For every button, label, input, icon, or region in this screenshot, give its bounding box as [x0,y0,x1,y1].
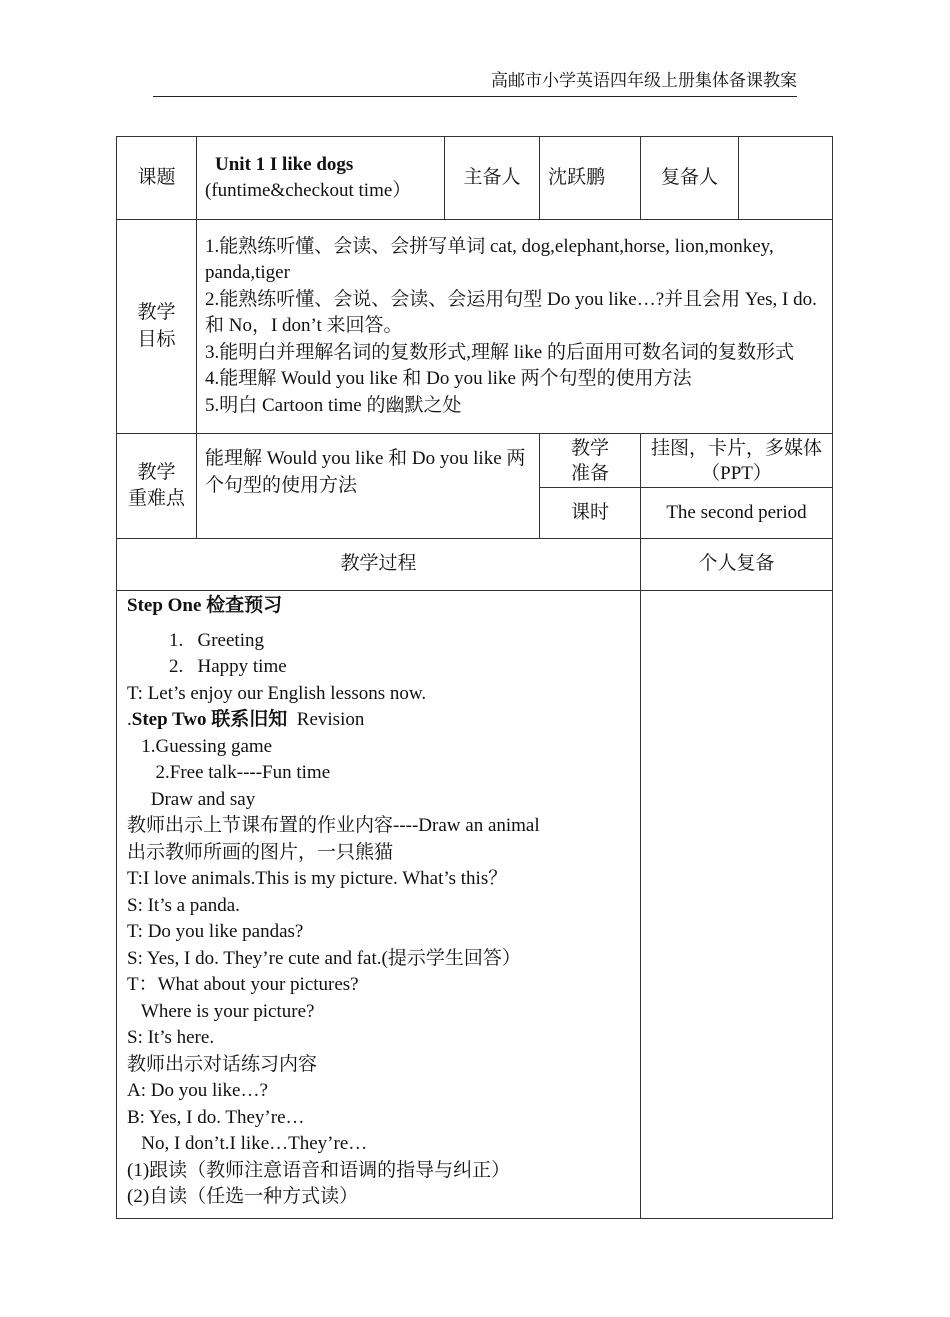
difficulty-label [117,434,197,539]
objective-item: 1.能熟练听懂、会读、会拼写单词 cat, dog,elephant,horse, lion,monkey, panda,tiger [205,235,774,284]
process-line: T：What about your pictures? [127,974,359,995]
topic-title: Unit 1 I like dogs [215,153,354,175]
topic-subtitle: (funtime&checkout time） [205,180,412,201]
process-header-row [117,539,833,591]
lesson-plan-table [116,136,833,1219]
process-line: (2)自读（任选一种方式读） [127,1186,359,1207]
process-line: 教师出示对话练习内容 [127,1053,318,1075]
document-header: 高邮市小学英语四年级上册集体备课教案 [491,71,797,90]
step-one-title: Step One 检查预习 [127,595,283,616]
process-line: A: Do you like…? [127,1080,268,1101]
period-value: The second period [641,488,833,539]
lead-name: 沈跃鹏 [540,137,641,220]
prep-label [540,434,641,488]
topic-label: 课题 [117,137,197,220]
objective-item: 3.能明白并理解名词的复数形式,理解 like 的后面用可数名词的复数形式 [205,341,794,363]
process-line: 出示教师所画的图片，一只熊猫 [127,841,394,863]
objective-item: 2.能熟练听懂、会说、会读、会运用句型 Do you like…?并且会用 Yes, I do.和 No，I don’t 来回答。 [205,288,817,337]
step-one-item: 1. Greeting [169,629,264,651]
step-two-prefix: . [127,709,132,730]
process-line: T: Let’s enjoy our English lessons now. [127,682,427,704]
step-two-line [127,707,630,734]
prep-content-line-1: 挂图，卡片，多媒体 [650,437,822,459]
personal-notes-cell [641,591,833,1219]
difficulty-content: 能理解 Would you like 和 Do you like 两个句型的使用方法 [197,434,540,539]
process-header: 教学过程 [117,539,641,591]
process-line: Where is your picture? [127,1000,315,1022]
header-rule [153,96,797,97]
co-name [739,137,833,220]
difficulty-label-line-2: 重难点 [127,488,185,509]
step-one-item: 2. Happy time [169,656,287,677]
process-content [117,591,641,1219]
objective-item: 4.能理解 Would you like 和 Do you like 两个句型的使用方法 [205,368,692,390]
lead-label: 主备人 [445,137,540,220]
topic-cell [197,137,445,220]
process-line: S: It’s here. [127,1027,215,1048]
step-two-suffix: Revision [287,709,365,730]
objective-item: 5.明白 Cartoon time 的幽默之处 [205,394,462,416]
step-two-title: Step Two 联系旧知 [131,709,288,730]
objectives-label-line-2: 目标 [137,328,176,350]
difficulty-label-line-1: 教学 [137,461,176,483]
process-line: S: Yes, I do. They’re cute and fat.(提示学生回答） [127,947,521,969]
personal-header: 个人复备 [641,539,833,591]
process-line: 1.Guessing game [127,735,273,757]
prep-label-line-2: 准备 [570,462,609,484]
prep-content-line-2: （PPT） [701,462,772,484]
difficulty-row [117,434,833,488]
process-line: S: It’s a panda. [127,894,240,916]
process-line: 2.Free talk----Fun time [127,762,331,783]
objectives-label [117,220,197,434]
topic-row [117,137,833,220]
objectives-label-line-1: 教学 [137,302,176,323]
process-line: No, I don’t.I like…They’re… [127,1133,368,1154]
process-line: 教师出示上节课布置的作业内容----Draw an animal [127,815,540,836]
objectives-row [117,220,833,434]
prep-label-line-1: 教学 [570,437,609,459]
process-line: T:I love animals.This is my picture. What’s this？ [127,868,508,889]
process-line: B: Yes, I do. They’re… [127,1106,305,1128]
objectives-list [197,220,833,434]
process-line: Draw and say [127,788,256,810]
prep-content [641,434,833,488]
process-line: T: Do you like pandas? [127,921,304,942]
co-label: 复备人 [641,137,739,220]
period-label: 课时 [540,488,641,539]
process-line: (1)跟读（教师注意语音和语调的指导与纠正） [127,1159,511,1181]
process-row [117,591,833,1219]
